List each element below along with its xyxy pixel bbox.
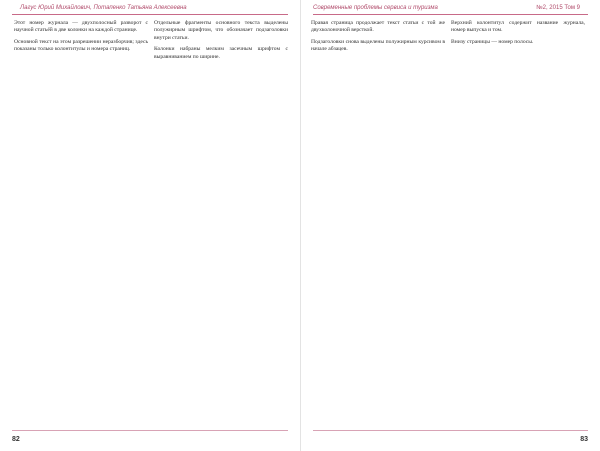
body-paragraph: Подзаголовки снова выделены полужирным курсивом в начале абзацев. bbox=[311, 38, 445, 53]
body-paragraph: Правая страница продолжает текст статьи с той же двухколоночной версткой. bbox=[311, 20, 445, 34]
issue-header: №2, 2015 Том 9 bbox=[536, 5, 580, 11]
body-paragraph: Колонки набраны мелким засечным шрифтом с выравниванием по ширине. bbox=[154, 46, 288, 60]
journal-title-header: Современные проблемы сервиса и туризма bbox=[313, 5, 438, 11]
body-paragraph: Отдельные фрагменты основного текста выделены полужирным шрифтом, что обозначает подзаголовки внутри статьи. bbox=[154, 20, 288, 41]
footer-rule bbox=[12, 430, 288, 431]
body-paragraph: Этот номер журнала — двухполосный разворот с научной статьёй в две колонки на каждой странице. bbox=[14, 20, 148, 34]
header-rule bbox=[313, 14, 588, 15]
footer-rule bbox=[313, 430, 588, 431]
right-column-2 bbox=[451, 20, 585, 428]
body-paragraph: Верхний колонтитул содержит название журнала, номер выпуска и том. bbox=[451, 20, 585, 34]
right-page bbox=[300, 0, 600, 451]
body-paragraph: Основной текст на этом разрешении неразборчив; здесь показаны только колонтитулы и номера страниц. bbox=[14, 38, 148, 53]
left-column-2 bbox=[154, 20, 288, 428]
left-column-1 bbox=[14, 20, 148, 428]
left-running-header: Лагус Юрий Михайлович, Потапенко Татьяна Алексеевна bbox=[20, 5, 187, 11]
header-rule bbox=[12, 14, 288, 15]
page-number: 82 bbox=[12, 436, 20, 443]
body-paragraph: Внизу страницы — номер полосы. bbox=[451, 38, 534, 45]
page-number: 83 bbox=[580, 436, 588, 443]
right-column-1 bbox=[311, 20, 445, 428]
